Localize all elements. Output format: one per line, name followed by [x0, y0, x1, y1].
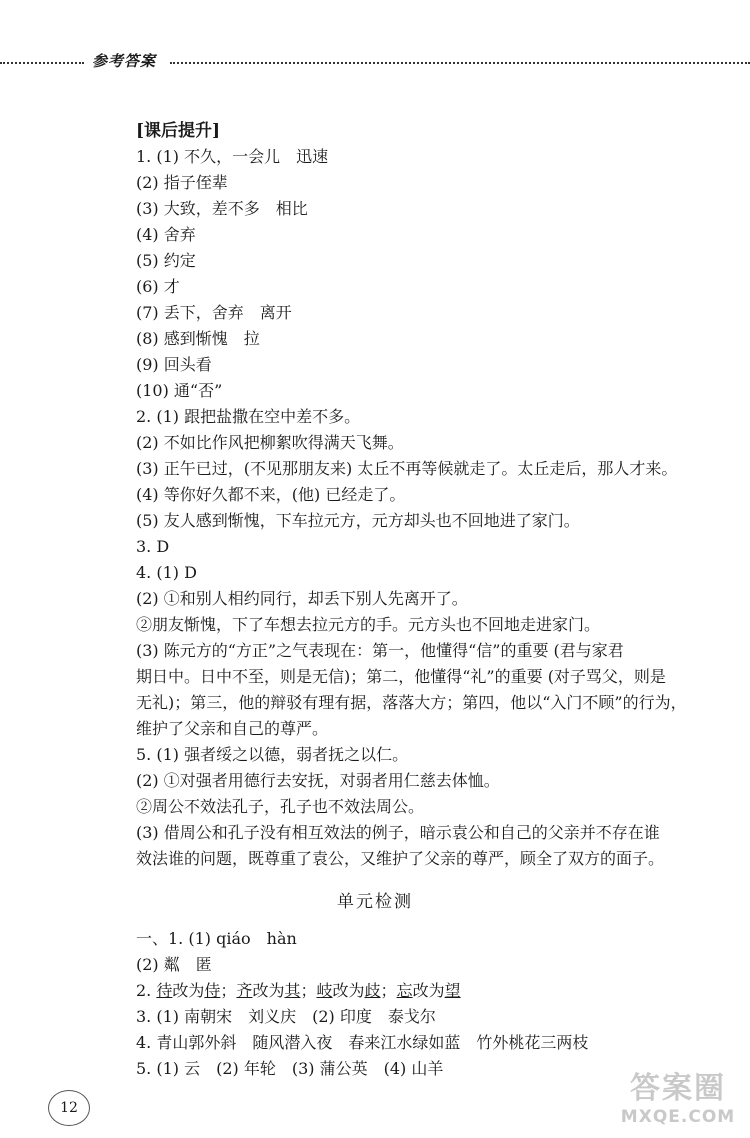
answer-line: (5) 友人感到惭愧，下车拉元方，元方却头也不回地进了家门。	[136, 511, 580, 530]
answer-line: (3) 大致，差不多 相比	[136, 199, 308, 218]
separator: ；	[380, 981, 397, 1000]
item-number: 2.	[136, 981, 157, 1000]
correct-char: 其	[284, 981, 301, 1000]
wrong-char: 忘	[396, 981, 413, 1000]
answer-line: (8) 感到惭愧 拉	[136, 329, 260, 348]
section-heading: [课后提升]	[136, 121, 221, 141]
watermark-text: 答案圈	[630, 1071, 726, 1106]
watermark-url: MXQE.COM	[620, 1107, 736, 1127]
watermark-logo	[616, 1072, 740, 1132]
answer-line: 一、1. (1) qiáo hàn	[136, 929, 297, 948]
answer-line: ②周公不效法孔子，孔子也不效法周公。	[136, 797, 425, 816]
answer-line: (3) 正午已过，(不见那朋友来) 太丘不再等候就走了。太丘走后，那人才来。	[136, 459, 678, 478]
answer-line: (5) 约定	[136, 251, 196, 270]
answer-line: 3. (1) 南朝宋 刘义庆 (2) 印度 泰戈尔	[136, 1007, 436, 1026]
wrong-char: 岐	[316, 981, 333, 1000]
answer-line: 1. (1) 不久，一会儿 迅速	[136, 147, 329, 166]
answer-line: (2) 粼 匿	[136, 955, 212, 974]
header-title: 参考答案	[92, 52, 157, 70]
answer-line: ②朋友惭愧，下了车想去拉元方的手。元方头也不回地走进家门。	[136, 615, 601, 634]
answer-line: 4. (1) D	[136, 563, 197, 582]
answer-line: (3) 陈元方的“方正”之气表现在：第一，他懂得“信”的重要 (君与家君	[136, 641, 624, 660]
answer-line: (2) 不如比作风把柳絮吹得满天飞舞。	[136, 433, 404, 452]
change-to-text: 改为	[172, 981, 205, 1000]
answer-line: 5. (1) 云 (2) 年轮 (3) 蒲公英 (4) 山羊	[136, 1059, 444, 1078]
answer-line: (4) 等你好久都不来，(他) 已经走了。	[136, 485, 406, 504]
answer-line: 4. 青山郭外斜 随风潜入夜 春来江水绿如蓝 竹外桃花三两枝	[136, 1033, 589, 1052]
answer-line: (4) 舍弃	[136, 225, 196, 244]
correct-char: 望	[444, 981, 461, 1000]
change-to-text: 改为	[412, 981, 445, 1000]
answer-line: 维护了父亲和自己的尊严。	[136, 719, 329, 738]
answer-line: 2. (1) 跟把盐撒在空中差不多。	[136, 407, 361, 426]
answer-line: (2) ①和别人相约同行，却丢下别人先离开了。	[136, 589, 468, 608]
answer-line: (2) 指子侄辈	[136, 173, 228, 192]
separator: ；	[300, 981, 317, 1000]
wrong-char: 齐	[236, 981, 253, 1000]
wrong-char: 待	[156, 981, 173, 1000]
header-rule-right	[170, 62, 750, 64]
answer-line: (6) 才	[136, 277, 180, 296]
answer-line: (3) 借周公和孔子没有相互效法的例子，暗示袁公和自己的父亲并不存在谁	[136, 823, 660, 842]
change-to-text: 改为	[252, 981, 285, 1000]
answer-line: 期日中。日中不至，则是无信)；第二，他懂得“礼”的重要 (对子骂父，则是	[136, 667, 666, 686]
answer-line: 无礼)；第三，他的辩驳有理有据，落落大方；第四，他以“入门不顾”的行为，	[136, 693, 687, 712]
answer-line: (7) 丢下，舍弃 离开	[136, 303, 292, 322]
answer-line: 3. D	[136, 537, 170, 556]
answer-line: 5. (1) 强者绥之以德，弱者抚之以仁。	[136, 745, 409, 764]
header-rule-left	[0, 62, 84, 64]
change-to-text: 改为	[332, 981, 365, 1000]
section-title: 单元检测	[337, 892, 413, 912]
answer-line: (9) 回头看	[136, 355, 212, 374]
correct-char: 侍	[204, 981, 221, 1000]
page-number: 12	[48, 1090, 90, 1126]
separator: ；	[220, 981, 237, 1000]
answer-line: (10) 通“否”	[136, 381, 223, 400]
answer-line: (2) ①对强者用德行去安抚，对弱者用仁慈去体恤。	[136, 771, 500, 790]
answer-line: 效法谁的问题，既尊重了袁公，又维护了父亲的尊严，顾全了双方的面子。	[136, 849, 665, 868]
answer-line-corrections	[136, 981, 461, 1001]
correct-char: 歧	[364, 981, 381, 1000]
